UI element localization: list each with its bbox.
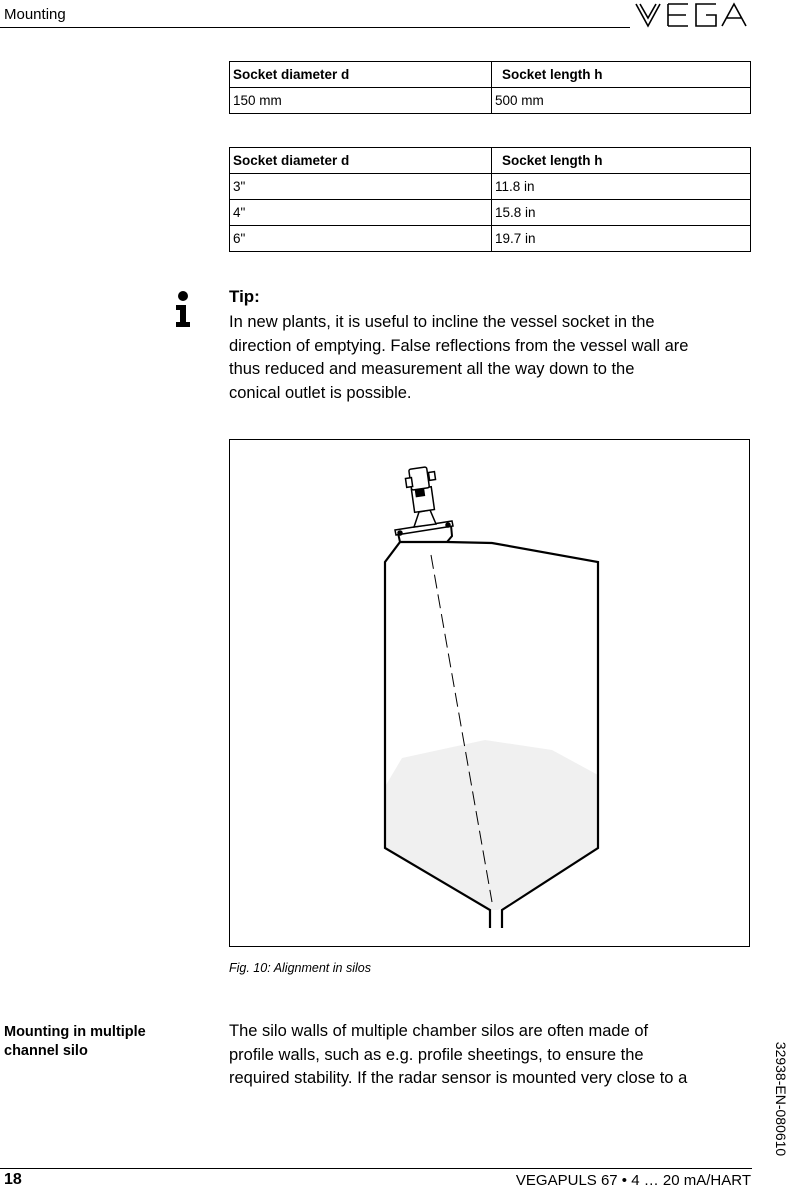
table-row — [230, 200, 751, 226]
document-id — [770, 1024, 792, 1174]
vega-logo — [632, 0, 752, 30]
tip-title: Tip: — [229, 287, 260, 306]
header-section-title: Mounting — [4, 6, 66, 23]
section-heading-line: Mounting in multiple — [4, 1024, 146, 1040]
table-row — [230, 226, 751, 252]
section-body-line: The silo walls of multiple chamber silos are often made of — [229, 1022, 649, 1040]
section-heading-line: channel silo — [4, 1043, 88, 1059]
socket-table-metric — [229, 61, 751, 114]
table-header-length: Socket length h — [492, 148, 751, 174]
info-icon — [172, 290, 194, 328]
tip-line: conical outlet is possible. — [229, 383, 412, 402]
table-cell: 150 mm — [230, 88, 492, 114]
table-cell: 6" — [230, 226, 492, 252]
section-body-line: required stability. If the radar sensor is mounted very close to a — [229, 1069, 688, 1087]
table-header-diameter: Socket diameter d — [230, 148, 492, 174]
document-id-text: 32938-EN-080610 — [773, 1041, 789, 1157]
section-heading — [4, 1023, 204, 1061]
socket-table-imperial — [229, 147, 751, 252]
section-body — [229, 1020, 764, 1091]
tip-line: thus reduced and measurement all the way down to the — [229, 360, 635, 378]
page-number: 18 — [4, 1171, 22, 1188]
table-cell: 11.8 in — [492, 174, 751, 200]
tip-line: In new plants, it is useful to incline the vessel socket in the — [229, 313, 655, 331]
table-header-diameter: Socket diameter d — [230, 62, 492, 88]
sensor-housing — [405, 467, 435, 512]
silo-diagram — [230, 440, 749, 946]
bulk-material — [386, 740, 598, 910]
footer-rule — [0, 1168, 752, 1169]
figure-silo-alignment — [229, 439, 750, 947]
section-body-line: profile walls, such as e.g. profile sheetings, to ensure the — [229, 1045, 644, 1064]
figure-caption: Fig. 10: Alignment in silos — [229, 961, 371, 975]
table-cell: 19.7 in — [492, 226, 751, 252]
table-row — [230, 88, 751, 114]
table-cell: 3" — [230, 174, 492, 200]
table-cell: 500 mm — [492, 88, 751, 114]
table-row — [230, 174, 751, 200]
tip-body — [229, 311, 764, 405]
table-cell: 4" — [230, 200, 492, 226]
tip-line: direction of emptying. False reflections from the vessel wall are — [229, 336, 689, 355]
table-header-length: Socket length h — [492, 62, 751, 88]
header-rule — [0, 27, 630, 28]
table-cell: 15.8 in — [492, 200, 751, 226]
product-name: VEGAPULS 67 • 4 … 20 mA/HART — [515, 1172, 751, 1189]
